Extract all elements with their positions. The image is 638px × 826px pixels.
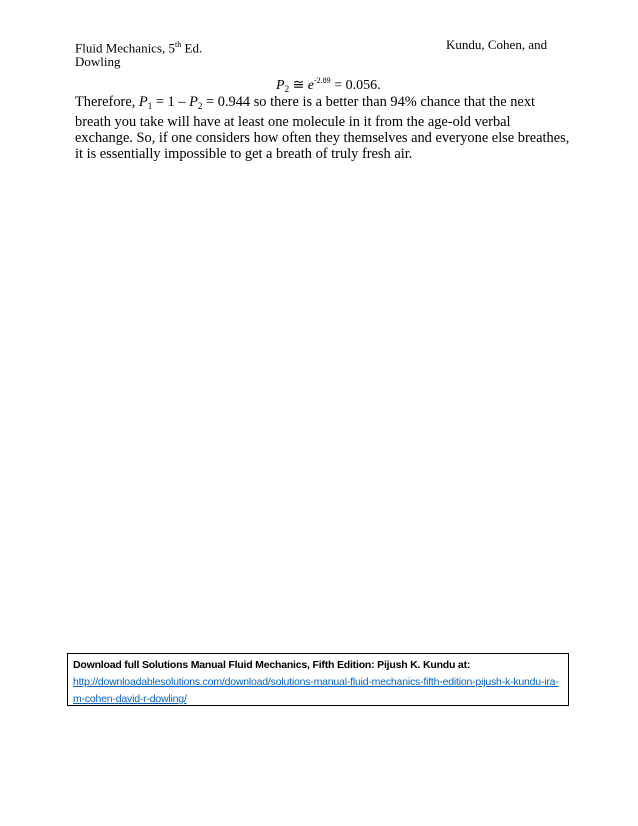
header-author-line: Dowling: [75, 54, 121, 70]
probability-equation: [276, 76, 381, 94]
equation-exponent: -2.89: [314, 76, 331, 85]
header-edition-suffix: Ed.: [181, 40, 203, 56]
equation-rhs: = 0.056.: [330, 78, 381, 93]
download-box: [67, 653, 569, 706]
header-authors: Kundu, Cohen, and: [446, 37, 548, 52]
header-left: [75, 38, 202, 69]
para-var-p2-sub: 2: [197, 101, 203, 111]
download-title: Download full Solutions Manual Fluid Mechanics, Fifth Edition: Pijush K. Kundu at:: [73, 659, 471, 671]
para-var-p1: P: [138, 94, 148, 110]
equation-base: e: [307, 78, 315, 93]
equation-lhs-var: P: [276, 78, 285, 93]
body-paragraph: [75, 94, 570, 162]
para-text-2: = 1 –: [152, 94, 190, 110]
para-text-1: Therefore,: [75, 94, 139, 110]
equation-lhs-sub: 2: [284, 84, 290, 94]
header-book-title: [75, 38, 202, 55]
equation-approx: ≅: [289, 78, 308, 93]
header-edition-sup: th: [175, 40, 182, 49]
para-text-3: = 0.944 so there is a better than 94% chance that the next breath you take will have at least one molecule in it from the age-old verbal exchange. So, if one considers how often they themselves and everyone else breathes, it is essentially impossible to get a breath of truly fresh air.: [75, 94, 570, 162]
para-var-p1-sub: 1: [147, 101, 153, 111]
para-var-p2: P: [189, 94, 198, 110]
header-title-text: Fluid Mechanics, 5: [75, 40, 176, 56]
download-link[interactable]: http://downloadablesolutions.com/download/solutions-manual-fluid-mechanics-fifth-edition-pijush-k-kundu-ira-m-cohen-david-r-dowling/: [73, 676, 559, 705]
